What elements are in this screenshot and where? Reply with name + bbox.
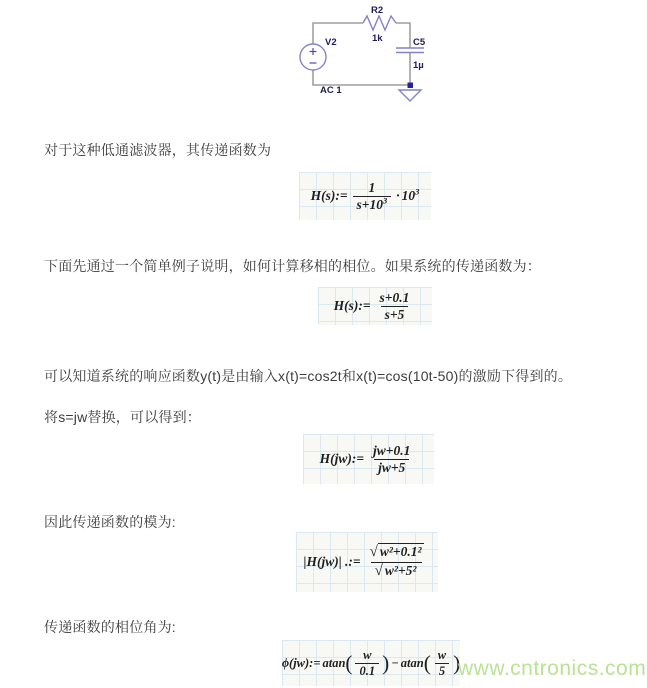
formula-lowpass-transfer-function: [299, 172, 431, 220]
formula-magnitude: [296, 532, 438, 592]
numerator: 1: [368, 179, 376, 195]
formula-lhs: H(s):=: [310, 188, 348, 203]
resistor-value: 1k: [372, 33, 383, 44]
radical-icon: √: [369, 544, 378, 561]
fraction: [369, 443, 414, 475]
resistor-symbol: [363, 16, 396, 30]
numerator-sqrt: √ w²+0.1²: [369, 544, 422, 561]
fraction: [376, 290, 414, 322]
capacitor-value: 1µ: [413, 60, 424, 71]
paragraph-response-function: 可以知道系统的响应函数y(t)是由输入x(t)=cos2t和x(t)=cos(10t-50)的激励下得到的。: [44, 368, 573, 384]
paragraph-intro-lowpass: 对于这种低通滤波器，其传递函数为: [44, 142, 272, 158]
capacitor-symbol: [396, 48, 424, 53]
voltage-source-symbol: [300, 44, 326, 70]
formula-lhs: ϕ(jw):=: [281, 655, 321, 670]
fraction: $\frac{w}{0.1}$: [355, 648, 379, 678]
paragraph-magnitude-intro: 因此传递函数的模为:: [44, 514, 176, 530]
paragraph-substitute-jw: 将s=jw替换，可以得到：: [44, 409, 201, 425]
minus-sign: −: [391, 655, 399, 670]
circuit-diagram: [285, 4, 437, 104]
capacitor-label: C5: [413, 37, 426, 48]
denominator: jw+5: [374, 459, 409, 476]
numerator: jw+0.1: [373, 442, 411, 458]
formula-lhs: H(s):=: [333, 298, 371, 313]
site-watermark: www.cntronics.com: [458, 657, 647, 680]
wires: [313, 23, 410, 85]
resistor-label: R2: [371, 5, 384, 16]
source-value: AC 1: [320, 85, 342, 96]
paragraph-example-intro: 下面先通过一个简单例子说明，如何计算移相的相位。如果系统的传递函数为：: [44, 258, 541, 274]
numerator: s+0.1: [379, 289, 410, 305]
denominator: $s+10^3$: [353, 196, 392, 213]
atan-term-2: atan: [400, 655, 424, 670]
fraction: [366, 544, 428, 580]
source-label: V2: [325, 37, 337, 48]
node-dot: [408, 83, 414, 89]
formula-jw-transfer-function: [303, 434, 434, 484]
gain-term: $10^3$: [401, 186, 420, 203]
fraction: [353, 180, 392, 212]
radical-icon: √: [374, 562, 383, 579]
denominator-sqrt: √ w²+5²: [371, 562, 423, 580]
paragraph-phase-intro: 传递函数的相位角为:: [44, 619, 176, 635]
denominator: s+5: [381, 306, 409, 323]
ground-icon: [399, 90, 421, 101]
formula-lhs: H(jw):=: [319, 451, 365, 466]
multiply-dot: ·: [396, 188, 400, 203]
formula-phase-angle: ϕ(jw):= atan ( $\frac{w}{0.1}$ ) − atan ( $\frac{w}{5}$ ): [282, 640, 460, 686]
atan-term-1: atan: [322, 655, 346, 670]
formula-lhs: |H(jw)| .:=: [303, 554, 361, 569]
fraction: $\frac{w}{5}$: [434, 648, 450, 678]
formula-example-transfer-function: [318, 287, 432, 325]
